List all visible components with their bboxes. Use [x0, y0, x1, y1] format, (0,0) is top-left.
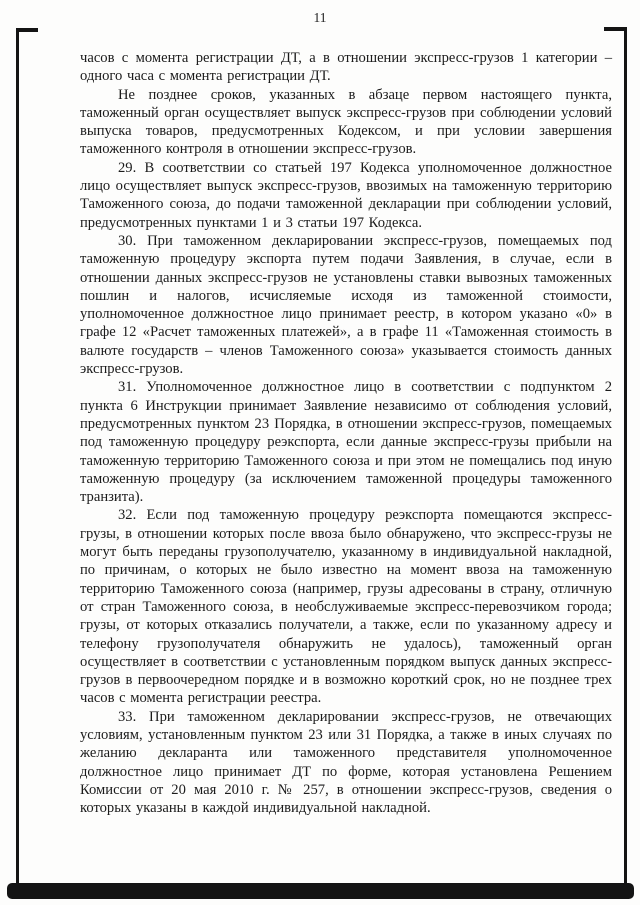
scan-corner-top-right — [604, 27, 627, 31]
scan-border-right — [624, 28, 627, 886]
page-number: 11 — [313, 10, 327, 25]
paragraph: 33. При таможенном декларировании экспресс-грузов, не отвечающих условиям, установленным пунктом 23 или 31 Порядка, а также в иных случаях по желанию декларанта или таможенного представителя уполномоченное должностное лицо принимает ДТ по форме, которая установлена Решением Комиссии от 20 мая 2010 г. № 257, в отношении экспресс-грузов, сведения о которых указаны в каждой индивидуальной накладной. — [80, 708, 612, 817]
scan-border-left — [16, 30, 19, 886]
paragraph: Не позднее сроков, указанных в абзаце первом настоящего пункта, таможенный орган осуществляет выпуск экспресс-грузов при соблюдении условий выпуска товаров, предусмотренных Кодексом, и при условии завершения таможенного контроля в отношении экспресс-грузов. — [80, 86, 612, 158]
paragraph: 29. В соответствии со статьей 197 Кодекса уполномоченное должностное лицо осуществляет выпуск экспресс-грузов, ввозимых на таможенную территорию Таможенного союза, до подачи таможенной декларации при соблюдении условий, предусмотренных пунктами 1 и 3 статьи 197 Кодекса. — [80, 159, 612, 231]
paragraph: часов с момента регистрации ДТ, а в отношении экспресс-грузов 1 категории – одного часа с момента регистрации ДТ. — [80, 50, 612, 85]
scan-corner-top-left — [16, 28, 38, 32]
paragraph: 31. Уполномоченное должностное лицо в соответствии с подпунктом 2 пункта 6 Инструкции принимает Заявление независимо от соблюдения условий, предусмотренных пунктом 23 Порядка, в отношении экспресс-грузов, помещаемых под таможенную процедуру реэкспорта, если данные экспресс-грузы прибыли на таможенную территорию Таможенного союза и при этом не помещались под иную таможенную процедуру (за исключением таможенной процедуры таможенного транзита). — [80, 379, 612, 506]
scan-border-bottom — [7, 883, 634, 899]
paragraph: 30. При таможенном декларировании экспресс-грузов, помещаемых под таможенную процедуру экспорта путем подачи Заявления, в случае, если в отношении данных экспресс-грузов не установлены ставки вывозных таможенных пошлин и налогов, исчисляемые исходя из таможенной стоимости, уполномоченное должностное лицо принимает реестр, в котором указано «0» в графе 12 «Расчет таможенных платежей», а в графе 11 «Таможенная стоимость в валюте государств – членов Таможенного союза» указывается стоимость данных экспресс-грузов. — [80, 232, 612, 378]
paragraph: 32. Если под таможенную процедуру реэкспорта помещаются экспресс-грузы, в отношении которых после ввоза было обнаружено, что экспресс-грузы не могут быть переданы грузополучателю, указанному в индивидуальной накладной, по причинам, о которых не было известно на момент ввоза на таможенную территорию Таможенного союза (например, грузы адресованы в страну, отличную от стран Таможенного союза, в необслуживаемые экспресс-перевозчиком города; грузы, от которых отказались получатели, а также, если по указанному адресу и телефону грузополучателя обнаружить не удалось), таможенный орган осуществляет в соответствии с установленным порядком выпуск данных экспресс-грузов в первоочередном порядке и в возможно короткий срок, но не позднее трех часов с момента регистрации реестра. — [80, 507, 612, 707]
text-block — [80, 49, 612, 817]
